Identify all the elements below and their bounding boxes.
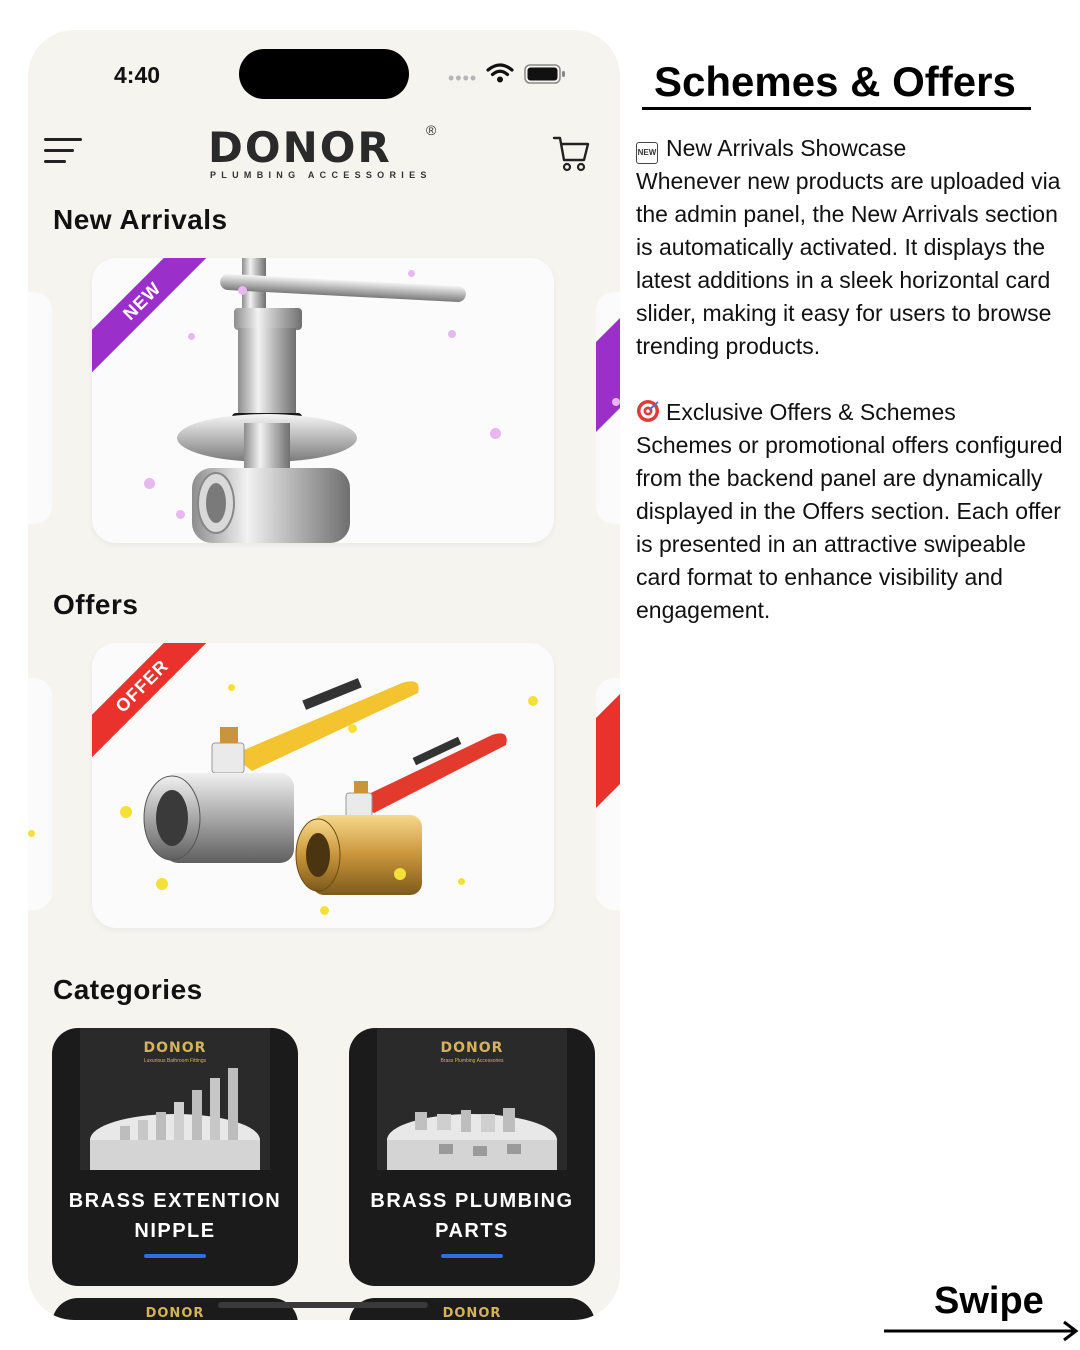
confetti-dot	[490, 428, 501, 439]
confetti-dot	[176, 510, 185, 519]
panel-title: Schemes & Offers	[654, 58, 1016, 105]
status-time: 4:40	[114, 62, 161, 88]
confetti-dot	[120, 806, 132, 818]
confetti-dot	[320, 906, 329, 915]
confetti-dot	[228, 684, 235, 691]
category-card-brass-extention-nipple[interactable]	[52, 1028, 298, 1286]
category-image: DONOR Brass Plumbing Accessories	[377, 1028, 567, 1170]
confetti-dot	[144, 478, 155, 489]
cellular-signal-icon: ••••	[448, 68, 478, 88]
offers-heading: Offers	[53, 589, 139, 620]
new-arrivals-heading: New Arrivals	[53, 204, 228, 235]
new-ribbon: NEW	[92, 258, 216, 375]
next-new-arrival-card[interactable]	[596, 292, 620, 524]
next-offer-card[interactable]	[596, 678, 620, 910]
confetti-dot	[238, 286, 247, 295]
category-label: BRASS PLUMBING PARTS	[370, 1190, 574, 1242]
categories-heading: Categories	[53, 974, 203, 1005]
confetti-dot	[348, 724, 357, 733]
battery-icon	[524, 64, 566, 84]
confetti-dot	[448, 330, 456, 338]
arrow-right-icon	[884, 1318, 1080, 1344]
category-card-next[interactable]: DONOR	[349, 1298, 595, 1320]
category-underline	[441, 1254, 503, 1258]
cart-icon[interactable]	[552, 134, 592, 174]
confetti-dot	[394, 868, 406, 880]
home-indicator[interactable]	[218, 1302, 428, 1308]
confetti-dot	[528, 696, 538, 706]
title-underline	[642, 107, 1031, 110]
offer-ribbon: OFFER	[92, 643, 216, 760]
hamburger-menu-icon[interactable]	[44, 138, 84, 166]
confetti-dot	[458, 878, 465, 885]
new-arrivals-description: NEW New Arrivals Showcase Whenever new products are uploaded via the admin panel, the New Arrivals section is automatically activated. It displays the latest additions in a sleek horizontal card slider, making it easy for users to browse trending products.	[636, 135, 1061, 359]
previous-new-arrival-card[interactable]	[28, 292, 52, 524]
confetti-dot	[28, 830, 35, 837]
category-label: BRASS EXTENTION NIPPLE	[68, 1190, 282, 1242]
new-arrival-card[interactable]	[92, 258, 554, 543]
confetti-dot	[156, 878, 168, 890]
category-underline	[144, 1254, 206, 1258]
offers-description: Exclusive Offers & Schemes Schemes or promotional offers configured from the backend panel are dynamically displayed in the Offers section. Each offer is presented in an attractive swipeable card format to enhance visibility and engagement.	[636, 399, 1063, 623]
category-image: DONOR Luxurious Bathroom Fittings	[80, 1028, 270, 1170]
new-badge-icon: NEW	[636, 142, 658, 164]
phone-screen	[28, 30, 620, 1320]
previous-offer-card[interactable]	[28, 678, 52, 910]
category-card-brass-plumbing-parts[interactable]	[349, 1028, 595, 1286]
wifi-icon	[486, 62, 514, 84]
confetti-dot	[188, 333, 195, 340]
swipe-label: Swipe	[934, 1280, 1044, 1322]
category-card-next[interactable]: DONOR	[52, 1298, 298, 1320]
confetti-dot	[612, 398, 620, 406]
concealed-valve-image	[92, 258, 554, 543]
dynamic-island	[239, 49, 409, 99]
brand-logo: DONOR ® PLUMBING ACCESSORIES	[208, 122, 437, 180]
confetti-dot	[408, 270, 415, 277]
target-icon	[636, 399, 660, 423]
